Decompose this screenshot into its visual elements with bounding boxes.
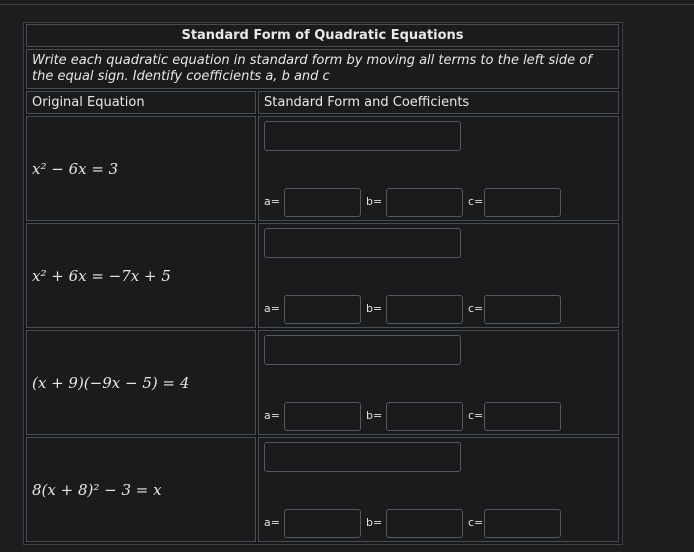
- original-equation: [26, 330, 256, 435]
- coefficient-b-input[interactable]: [386, 402, 463, 431]
- coefficient-c-input[interactable]: [484, 402, 561, 431]
- b-label: b=: [366, 195, 383, 208]
- coefficient-b-input[interactable]: [386, 188, 463, 217]
- instructions: Write each quadratic equation in standard form by moving all terms to the left side of the equal sign. Identify coefficients a, b and c: [26, 49, 619, 89]
- c-label: c=: [468, 409, 484, 422]
- coefficient-a-input[interactable]: [284, 188, 361, 217]
- coefficient-c-input[interactable]: [484, 188, 561, 217]
- a-label: a=: [264, 302, 280, 315]
- b-label: b=: [366, 302, 383, 315]
- c-label: c=: [468, 516, 484, 529]
- standard-form-input[interactable]: [264, 228, 461, 258]
- original-equation: [26, 116, 256, 221]
- coefficient-c-input[interactable]: [484, 295, 561, 324]
- coefficient-a-input[interactable]: [284, 295, 361, 324]
- equation-text: x² + 6x = −7x + 5: [32, 266, 171, 285]
- coefficient-b-input[interactable]: [386, 509, 463, 538]
- original-equation: [26, 223, 256, 328]
- header-standard: Standard Form and Coefficients: [258, 91, 619, 114]
- coefficient-a-input[interactable]: [284, 509, 361, 538]
- equation-text: 8(x + 8)² − 3 = x: [32, 480, 162, 499]
- a-label: a=: [264, 516, 280, 529]
- b-label: b=: [366, 409, 383, 422]
- header-original: Original Equation: [26, 91, 256, 114]
- a-label: a=: [264, 195, 280, 208]
- standard-form-input[interactable]: [264, 121, 461, 151]
- table-title: Standard Form of Quadratic Equations: [26, 24, 619, 47]
- standard-form-input[interactable]: [264, 335, 461, 365]
- coefficient-c-input[interactable]: [484, 509, 561, 538]
- standard-form-input[interactable]: [264, 442, 461, 472]
- c-label: c=: [468, 302, 484, 315]
- c-label: c=: [468, 195, 484, 208]
- coefficient-b-input[interactable]: [386, 295, 463, 324]
- a-label: a=: [264, 409, 280, 422]
- coefficient-a-input[interactable]: [284, 402, 361, 431]
- b-label: b=: [366, 516, 383, 529]
- original-equation: [26, 437, 256, 542]
- equation-text: x² − 6x = 3: [32, 159, 119, 178]
- top-divider: [0, 4, 694, 5]
- equation-text: (x + 9)(−9x − 5) = 4: [32, 373, 190, 392]
